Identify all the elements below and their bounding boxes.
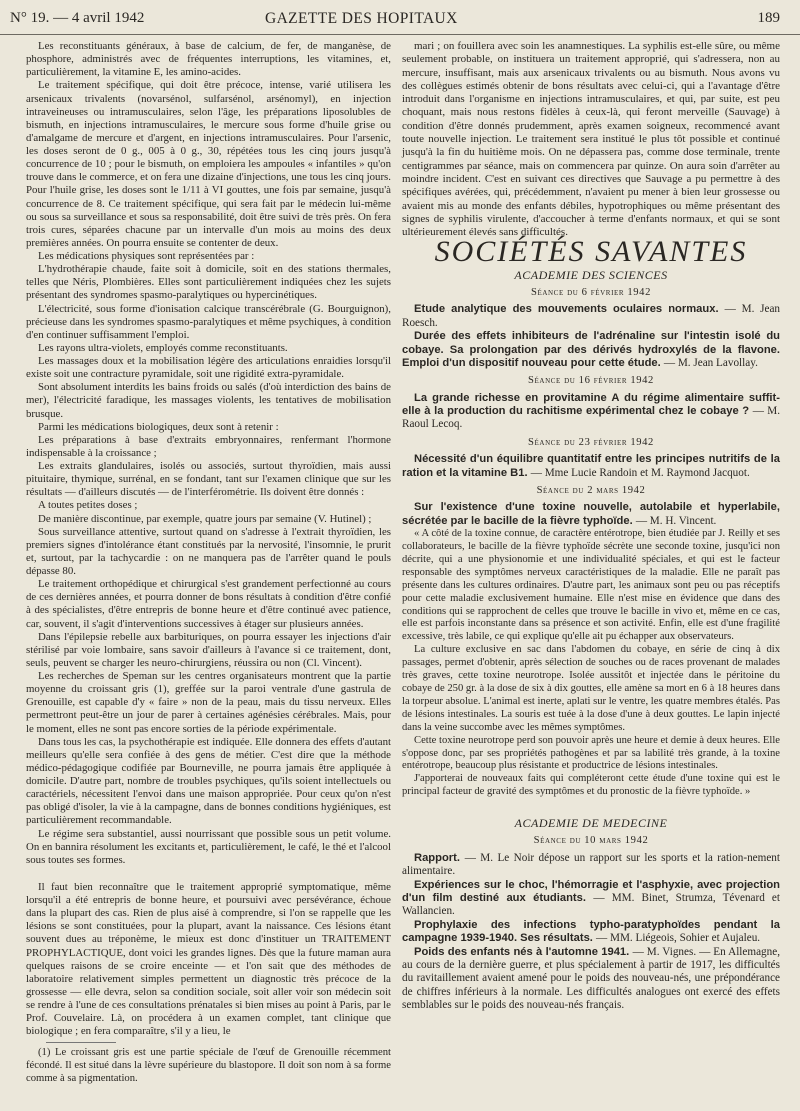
paragraph: Sous surveillance attentive, surtout quand on s'adresse à l'extrait thyroïdien, les premiers signes d'intolérance étant constitués par la nervosité, l'insomnie, le prurit et, surtout, par la tachycardie : on ne manquera pas de l'arrêter quand le pouls dépasse 80.	[26, 525, 391, 577]
paragraph: Les extraits glandulaires, isolés ou associés, surtout thyroïdien, mais aussi pituitaire, thymique, surrénal, en se fondant, tant sur l'examen clinique que sur les résultats — d'ailleurs discutés — de l'interférométrie. Ils doivent être donnés :	[26, 460, 391, 499]
academy-sciences-heading: ACADEMIE DES SCIENCES	[514, 267, 668, 282]
section-title: SOCIÉTÉS SAVANTES	[434, 235, 748, 269]
paragraph: Le traitement spécifique, qui doit être précoce, intense, varié utilisera les arsenicaux trivalents (novarsénol, sulfarsénol, arsénomyl), en injection intraveineuses ou intramusculaires, selon l'âge, les préparations liposolubles de bismuth, en injections intramusculaires, le mercure sous forme d'huile grise ou d'amalgame de mercure et d'argent, en injections intramusculaires. Pour l'arsenic, les doses seront de 0 g., 005 à 0 g., 30, répétées tous les cinq jours jusqu'à concurrence de 10 ; pour le bismuth, on emploiera les ampoules « infantiles » qu'on trouve dans le commerce, et on fera une dizaine d'injections, une tous les cinq jours. Pour l'huile grise, les doses sont le 1/11 à VI gouttes, une fois par semaine, jusqu'à concurrence de 8. Ce traitement spécifique, qui sera fait par le médecin lui-même ou sous sa surveillance et sous sa responsabilité, doit être suivi de très près. On fera trois cures, séparées chacune par un intervalle d'un mois au moins des deux premières années. On pourra ensuite se contenter de deux.	[26, 79, 391, 249]
footnote: (1) Le croissant gris est une partie spéciale de l'œuf de Grenouille récemment fécondé. Il est situé dans la lèvre supérieure du blastopore. Il doit son nom à sa forme comme à sa pigmentation.	[26, 1047, 391, 1084]
seance-date: Séance du 16 février 1942	[528, 375, 654, 387]
seance-date: Séance du 10 mars 1942	[533, 835, 649, 847]
paragraph: « A côté de la toxine connue, de caractère entérotrope, bien étudiée par J. Reilly et ses collaborateurs, le bacille de la fièvre typhoïde sécrète une seconde toxine, jusqu'ici non décrite, qui a une physionomie et une individualité spéciales, et qui est le facteur responsable des symptômes nerveux caractéristiques de la maladie. Elle ne paraît pas présente dans les cultures ordinaires. D'autre part, les animaux sont peu ou pas réceptifs pour cette maladie exclusivement humaine. Elle n'est mise en évidence que dans des conditions qui se rapprochent de celles que trouve le bacille in vivo et, même en ce cas, elle est parfois inconstante dans sa présence et son activité. Enfin, elle est d'une fragilité excessive, très labile, ce qui explique qu'elle ait pu échapper aux observateurs.	[402, 528, 780, 643]
paragraph: Les médications physiques sont représentées par :	[38, 250, 255, 262]
right-column	[402, 40, 780, 1013]
paragraph: Dans l'épilepsie rebelle aux barbituriques, on pourra essayer les injections d'air stérilisé par voie lombaire, sans savoir d'ailleurs à l'avance si ce traitement, dont, seuls, peuvent se charger les neuro-chirurgiens, réussira ou non (Cl. Vincent).	[26, 630, 391, 669]
communication: Prophylaxie des infections typho-paratyphoïdes pendant la campagne 1939-1940. Ses résultats. — MM. Liégeois, Sohier et Aujaleu.	[402, 918, 780, 945]
communication: Nécessité d'un équilibre quantitatif entre les principes nutritifs de la ration et la vitamine B1. — Mme Lucie Randoin et M. Raymond Jacquot.	[402, 453, 780, 479]
journal-title: GAZETTE DES HOPITAUX	[265, 10, 458, 27]
communication: Rapport. — M. Le Noir dépose un rapport sur les sports et la ration-nement alimentaire.	[402, 851, 781, 878]
page-header	[0, 0, 800, 35]
paragraph: Il faut bien reconnaître que le traitement approprié symptomatique, même lorsqu'il a été entrepris de bonne heure, et poursuivi avec persévérance, échoue dans la plupart des cas. Rien de plus aisé à comprendre, si l'on se rappelle que les lésions se sont constituées, pour la plupart, avant la naissance. Ces lésions étant souvent dues au tréponème, le mieux est donc d'instituer un TRAITEMENT PROPHYLACTIQUE, dont voici les grandes lignes. Dès que la future maman aura quelques raisons de se croire enceinte — et l'on sait que des méthodes de laboratoire relativement simples permettent un diagnostic très précoce de la grossesse — elle devra, selon sa condition sociale, soit aller voir son médecin soit se rendre à l'une de ces consultations prénatales si bien mises au point à Paris, par le Prof. Couvelaire. Là, on procédera à un examen complet, tant clinique que biologique ; en fera comparaître, s'il y a lieu, le	[26, 880, 391, 1038]
communication: Durée des effets inhibiteurs de l'adrénaline sur l'intestin isolé du cobaye. Sa prolongation par des dérivés hydroxylés de la flavone. Emploi d'un dispositif nouveau pour cette étude. — M. Jean Lavollay.	[402, 330, 780, 369]
paragraph: Les massages doux et la mobilisation légère des articulations enraidies lorsqu'il existe soit une contracture pyramidale, soit une rigidité extra-pyramidale.	[26, 355, 391, 381]
paragraph: Le traitement orthopédique et chirurgical s'est grandement perfectionné au cours de ces dernières années, et pourra donner de bons résultats à condition d'être confié à des spécialistes, d'être entrepris de bonne heure et d'être continué avec patience, car, souvent, il s'agit d'interventions successives à étager sur plusieurs années.	[26, 578, 391, 630]
paragraph: J'apporterai de nouveaux faits qui compléteront cette étude d'une toxine qui est le principal facteur de gravité des symptômes et du pronostic de la fièvre typhoïde. »	[402, 773, 780, 798]
communication: Poids des enfants nés à l'automne 1941. — M. Vignes. — En Allemagne, au cours de la dernière guerre, et plus spécialement à partir de 1917, les difficultés du ravitaillement avaient amené pour le poids des nouveau-nés, une prépondérance de chiffres inférieurs à la normale. Les difficultés analogues ont exercé des effets semblables sur le poids des nouveau-nés français.	[402, 945, 780, 1012]
paragraph: Les reconstituants généraux, à base de calcium, de fer, de manganèse, de phosphore, administrés avec de fréquentes interruptions, les vitamines, et, particulièrement, la vitamine E, les amino-acides.	[26, 40, 391, 79]
communication: Etude analytique des mouvements oculaires normaux. — M. Jean Roesch.	[402, 303, 781, 329]
article-conclusion: mari ; on fouillera avec soin les anamnestiques. La syphilis est-elle sûre, ou même seulement probable, on instituera un traitement approprié, qui s'adressera, non au mercure, insuffisant, mais aux arsenicaux trivalents ou au bismuth. Nous avons vu des collègues estimés obtenir de bons résultats avec celui-ci, qui a l'avantage d'être introduit dans l'organisme en injections intramusculaires, et qui, par suite, est peu choquant, mais nous restons fidèles à ceux-là, qui feront merveille (Sauvage) à condition d'être donnés prudemment, après examen soigneux, recommencé avant toute nouvelle injection. Le traitement sera institué le plus tôt possible et continué jusqu'à la fin du huitième mois. On ne dépassera pas, comme dose terminale, trente centigrammes par séance, mais on commencera par quinze. On aura soin d'arrêter au moindre incident. C'est en suivant ces directives que Sauvage a pu permettre à des spécifiques avérées, qui, précédemment, n'avaient pu mener à bien leur grossesse ou avaient mis au monde des enfants débiles, hypotrophiques ou même présentant des signes de syphilis virulente, d'accoucher à terme d'enfants normaux, et qui se sont ultérieurement élevés sans difficultés.	[402, 40, 780, 239]
left-column	[26, 40, 391, 1086]
seance-date: Séance du 6 février 1942	[531, 287, 651, 299]
communication: Sur l'existence d'une toxine nouvelle, autolabile et hyperlabile, sécrétée par le bacille de la fièvre typhoïde. — M. H. Vincent.	[402, 501, 780, 527]
paragraph: Dans tous les cas, la psychothérapie est indiquée. Elle donnera des effets d'autant meilleurs qu'elle sera confiée à des gens de métier. C'est dire que la méthode médico-pédagogique codifiée par Bourneville, ne pourra jamais être appliquée à domicile. D'autre part, nombre de troubles psychiques, qu'ils soient intellectuels ou caractériels, nécessitent l'envoi dans une maison appropriée. Pour ceux qu'on n'est pas obligé d'isoler, la vie à la campagne, dans de bonnes conditions hygiéniques, est particulièrement recommandable.	[26, 735, 391, 827]
paragraph: Parmi les médications biologiques, deux sont à retenir :	[38, 420, 279, 433]
paragraph: La culture exclusive en sac dans l'abdomen du cobaye, en série de cinq à dix passages, permet d'obtenir, après sélection de souches ou de races provenant de malades très graves, cette toxine neurotrope. Isolée aussitôt et injectée dans le péritoine du cobaye de 250 gr. à la dose de six à dix gouttes, elle amène sa mort en 6 à 18 heures dans la torpeur absolue. L'animal est inerte, aplati sur le ventre, les quatre membres étalés. Pas de lésions intestinales. La souris est tuée à la dose d'une à deux gouttes. Le lapin injecté dans la veine succombe avec les mêmes symptômes.	[402, 644, 780, 733]
seance-date: Séance du 23 février 1942	[528, 436, 654, 448]
paragraph: Les rayons ultra-violets, employés comme reconstituants.	[38, 341, 288, 354]
paragraph: De manière discontinue, par exemple, quatre jours par semaine (V. Hutinel) ;	[38, 512, 372, 525]
issue-date: N° 19. — 4 avril 1942	[10, 10, 145, 26]
academy-medicine-heading: ACADEMIE DE MEDECINE	[514, 816, 668, 831]
communication: La grande richesse en provitamine A du régime alimentaire suffit-elle à la production du rachitisme expérimental chez le cobaye ? — M. Raoul Lecoq.	[402, 391, 781, 431]
paragraph: A toutes petites doses ;	[38, 499, 138, 512]
paragraph: Les recherches de Speman sur les centres organisateurs montrent que la partie moyenne du croissant gris (1), greffée sur la paroi ventrale d'une gastrula de Grenouille, est capable d'y « faire » non de la peau, mais du tissu nerveux. Elles permettront peut-être un jour de parer à certaines agénésies cérébrales. Mais, pour le moment, elles ne sont pas encore sorties de la période expérimentale.	[26, 670, 391, 735]
paragraph: L'hydrothérapie chaude, faite soit à domicile, soit en des stations thermales, telles que Néris, Plombières. Elles sont particulièrement indiquées chez les sujets présentant des syndromes spasmo-paralytiques ou hypercinétiques.	[26, 263, 391, 302]
paragraph: L'électricité, sous forme d'ionisation calcique transcérébrale (G. Bourguignon), précieuse dans les syndromes spasmo-paralytiques et même psychiques, à condition d'en continuer suffisamment l'emploi.	[26, 302, 391, 341]
paragraph: Cette toxine neurotrope perd son pouvoir après une heure et demie à deux heures. Elle s'oppose donc, par ses propriétés pathogènes et par sa labilité très grande, à la toxine entérotrope, beaucoup plus résistante et productrice de lésions intestinales.	[402, 734, 780, 772]
paragraph: Sont absolument interdits les bains froids ou salés (d'où interdiction des bains de mer), l'électricité faradique, les massages violents, les tentatives de mobilisation brusque.	[26, 381, 391, 420]
communication: Expériences sur le choc, l'hémorragie et l'asphyxie, avec projection d'un film destiné aux étudiants. — MM. Binet, Strumza, Tévenard et Wallancien.	[402, 878, 781, 918]
left-article-continued	[26, 881, 391, 1039]
seance-date: Séance du 2 mars 1942	[536, 485, 646, 496]
paragraph: Les préparations à base d'extraits embryonnaires, renfermant l'hormone indispensable à la croissance ;	[26, 433, 391, 459]
left-article	[26, 40, 391, 867]
page-number: 189	[757, 10, 780, 26]
communication-text	[402, 528, 780, 799]
footnote-separator	[46, 1042, 116, 1043]
paragraph: Le régime sera substantiel, aussi nourrissant que possible sous un petit volume. On en bannira résolument les excitants et, particulièrement, le café, le thé et l'alcool sous toutes ses formes.	[26, 827, 391, 866]
